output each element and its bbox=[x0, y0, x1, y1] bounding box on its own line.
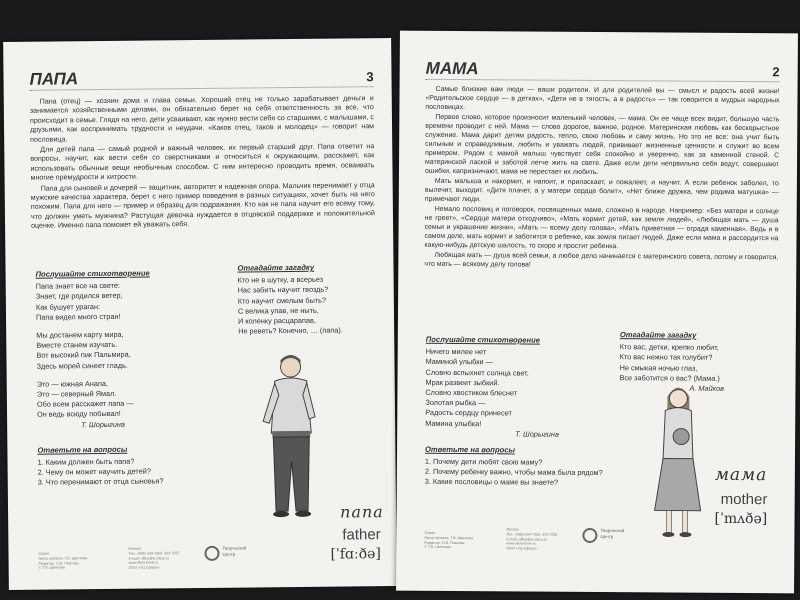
footer-line: Автор проекта: Т.В. Цветкова bbox=[424, 535, 474, 540]
footer-contacts bbox=[128, 546, 179, 571]
riddle-line: Нас забить научит гвоздь? bbox=[237, 285, 329, 296]
mother-figure-icon bbox=[644, 380, 711, 540]
publisher-logo-icon bbox=[204, 546, 219, 561]
word-russian: мама bbox=[714, 464, 768, 486]
footer-line: www.sfera-book.ru bbox=[128, 560, 159, 566]
footer-line: E-mail: office@tc-sfera.ru bbox=[506, 536, 547, 542]
footer-contacts bbox=[506, 527, 557, 551]
poem-line: Ничего милее нет bbox=[425, 347, 487, 357]
footer-line: Редактор: О.В. Павлова bbox=[424, 540, 465, 545]
footer-line: ООО «ТЦ Сфера» bbox=[506, 546, 538, 551]
question: 1. Почему дети любят свою маму? bbox=[424, 456, 543, 467]
footer-line: Автор проекта: Т.В. Цветкова bbox=[38, 555, 88, 561]
publisher-logo-text bbox=[222, 546, 246, 557]
question: 2. Почему ребенку важно, чтобы мама была рядом? bbox=[424, 466, 603, 478]
poem-line: Золотая рыбка — bbox=[425, 398, 486, 408]
page-header bbox=[426, 59, 780, 82]
riddle-block bbox=[237, 263, 342, 338]
riddle-line: И коленку расцарапав, bbox=[238, 315, 316, 326]
paragraph: Немало пословиц и поговорок, посвященных маме, сложено в народе. Например: «Без матери и солнце не греет», «Сердце матери отходчиво», «Мать кормит детей, как земля людей», «Любящая мать — душа семьи и украшение жизни», «Мать — всему делу голова», «Мать приветная — ограда каменная». Ведь и в самом деле, мать кормит и заботится о ребенке, как земля питает людей. Даже если мама и рассердится на какую-нибудь детскую шалость, то скоро и простит ребенка. bbox=[424, 205, 779, 251]
questions-block bbox=[425, 445, 603, 488]
poem-line: Словно вспыхнет солнца свет, bbox=[425, 367, 529, 378]
publisher-logo-icon bbox=[582, 528, 597, 543]
footer-credits bbox=[424, 531, 473, 551]
riddle-line: Кто вас, детки, крепко любит, bbox=[619, 342, 719, 353]
riddle-heading: Отгадайте загадку bbox=[619, 330, 697, 340]
logo-line: Творческий bbox=[600, 528, 625, 534]
question: 3. Что перенимают от отца сыновья? bbox=[37, 476, 164, 487]
paragraph: Самые близкие вам люди — ваши родители. И для родителей вы — смысл и радость всей жизни! «Родительское сердце — в детках», «Дети не в тягость, а в радость» — так говорится в мудрых народных пословицах. bbox=[425, 85, 780, 112]
publisher-logo-text bbox=[600, 528, 624, 539]
poem-line: Вот высокий пик Пальмира, bbox=[36, 350, 131, 361]
footer-line: Тел.: (495) 334-7355, 334-7255 bbox=[506, 532, 558, 537]
questions-block bbox=[37, 444, 163, 487]
poem-line: Это — северный Ямал. bbox=[36, 388, 117, 399]
footer-line: ООО «ТЦ Сфера» bbox=[128, 565, 160, 570]
paragraph: Мать малыша и накормит, и напоит, и приласкает, и пожалеет, и научит. А если ребенок заболел, то вылечит, выходит. «Дитя плачет, а у матери сердце болит», «Нет ближе дружка, чем родима матушка» — примечают люди. bbox=[424, 177, 779, 204]
poem-line: Маминой улыбки — bbox=[425, 357, 493, 367]
paragraph: Любящая мать — душа всей семьи, а любое дело начинается с материнского совета, потому и говорится, что мать — всякому делу голова! bbox=[424, 251, 779, 269]
footer-line: Москва bbox=[506, 527, 519, 532]
poem-line: Словно хвостиком блеснет bbox=[425, 387, 518, 398]
questions-heading: Ответьте на вопросы bbox=[37, 444, 128, 455]
footer-line: © Т.В. Цветкова bbox=[38, 565, 66, 571]
page-number: 2 bbox=[772, 64, 780, 80]
footer-line: Москва bbox=[128, 546, 141, 551]
page-mama bbox=[396, 31, 798, 594]
poem-line: Обо всем расскажет папа — bbox=[36, 398, 134, 409]
paragraph: Папа для сыновей и дочерей — защитник, авторитет и надежная опора. Мальчик перенимает у отца мужские качества характера, берет с него пример поведения в разных ситуациях, хочет быть на него похожим. Папа для него — пример и образец для подражания. Кто как не папа научит его всему тому, что должен уметь мужчина? Растущая девочка нуждается в отцовской поддержке и положительной оценке. Именно папа поможет ей уважать себя. bbox=[30, 180, 375, 231]
page-title: МАМА bbox=[425, 58, 479, 79]
footer-credits bbox=[38, 551, 87, 571]
riddle-line: Кто вас нежно так голубит? bbox=[619, 352, 713, 363]
riddle-line: С велика упав, не ныть, bbox=[237, 305, 319, 316]
footer-line: E-mail: office@tc-sfera.ru bbox=[128, 555, 170, 561]
poem-line: Вместе станем изучать. bbox=[36, 340, 118, 350]
transcription: [ˈmʌðə] bbox=[714, 510, 768, 528]
father-figure-icon bbox=[254, 351, 326, 522]
article-text bbox=[30, 94, 375, 232]
questions-heading: Ответьте на вопросы bbox=[425, 444, 515, 455]
footer-line: Тел.: (495) 334-7355, 334-7255 bbox=[128, 551, 180, 556]
page-number: 3 bbox=[366, 69, 374, 85]
poem-line: Радость сердцу принесет bbox=[425, 408, 512, 418]
poem-line: Это — южная Анапа, bbox=[36, 378, 109, 389]
logo-line: Центр bbox=[222, 551, 236, 557]
riddle-line: Не реветь? Конечно, … (папа). bbox=[238, 325, 343, 336]
riddle-author: А. Майков bbox=[689, 383, 725, 393]
poem-line: Мрак развеет зыбкий. bbox=[425, 377, 500, 388]
poem-line: Папа знает все на свете: bbox=[35, 281, 120, 291]
page-papa bbox=[3, 38, 397, 590]
riddle-heading: Отгадайте загадку bbox=[237, 262, 315, 273]
poem-line: Папа видел много стран! bbox=[35, 311, 121, 322]
poem-author: Т. Шорыгина bbox=[81, 419, 125, 429]
paragraph: Папа (отец) — хозяин дома и глава семьи. Хороший отец не только зарабатывает деньги и занимается хозяйственными делами, он обязательно берет на себя ответственность за все, что происходит в семье. Глядя на него, дети усваивают, как нужно вести себя со старшими, с малышами, с друзьями, как воспринимать трудности и неудачи. «Каков отец, таков и молодец» — говорит нам пословица. bbox=[29, 94, 375, 144]
poem-heading: Послушайте стихотворение bbox=[425, 334, 540, 345]
poem-line: Мамина улыбка! bbox=[425, 418, 482, 428]
logo-line: Творческий bbox=[222, 545, 247, 551]
paragraph: Для детей папа — самый родной и важный человек, их первый старший друг. Папа ответит на вопросы, научит, как вести себя со сверстниками и относиться к окружающим, расскажет, как использовать обычные вещи необычным способом. С ним интересно проводить время, осваивать многие премудрости и хитрости. bbox=[30, 142, 375, 183]
question: 3. Какие пословицы о маме вы знаете? bbox=[424, 476, 559, 487]
riddle-line: Кто научит смелым быть? bbox=[237, 295, 327, 306]
poem-line: Он ведь всюду побывал! bbox=[36, 409, 121, 420]
paragraph: Первое слово, которое произносит маленький человек, — мама. Он ее чаще всех видит, большую часть времени проводит с ней. Мама — слово дорогое, важное, родное. Материнская любовь как бескорыстное служение. Мама дарит детям радость, тепло, свою любовь и саму жизнь. Но это не все: она учит быть сильным и справедливым, любить и уважать людей, прививает жизненные ценности и служит во всем примером. Рядом с мамой малыш чувствует себя спокойно и уверенно, как за каменной стеной. С материнской лаской и заботой легче жить на свете. Даже если дети непрвильно себя ведут, совершают ошибки, капризничают, мама не перестает их любить. bbox=[424, 113, 780, 177]
footer-line: Серия bbox=[38, 551, 50, 556]
logo-line: Центр bbox=[600, 533, 614, 539]
page-title: ПАПА bbox=[29, 69, 79, 89]
poem-block bbox=[36, 269, 152, 431]
poem-line: Мы достанем карту мира, bbox=[36, 329, 124, 340]
page-header bbox=[29, 66, 373, 91]
footer-line: Серия bbox=[424, 530, 436, 535]
poem-heading: Послушайте стихотворение bbox=[35, 268, 150, 279]
poem-line: Знает, где родился ветер, bbox=[35, 291, 123, 302]
question: 2. Чему он может научить детей? bbox=[37, 466, 151, 477]
poem-author: Т. Шорыгина bbox=[515, 429, 559, 439]
word-english: father bbox=[342, 526, 381, 544]
riddle-line: Все заботится о вас? (Мама.) bbox=[619, 372, 720, 383]
poem-line: Здесь морей синеет гладь. bbox=[36, 360, 128, 371]
footer-line: © Т.В. Цветкова bbox=[424, 545, 451, 550]
transcription: [ˈfɑːðə] bbox=[330, 546, 381, 563]
riddle-line: Кто не в шутку, а всерьез bbox=[237, 274, 324, 285]
poem-block bbox=[425, 335, 560, 440]
word-russian: папа bbox=[339, 502, 384, 522]
word-english: mother bbox=[720, 490, 768, 509]
footer-line: Редактор: О.В. Павлова bbox=[38, 560, 79, 566]
footer-line: www.sfera-book.ru bbox=[506, 541, 537, 546]
article-text bbox=[424, 85, 779, 272]
poem-line: Как бушует ураган: bbox=[35, 301, 101, 312]
question: 1. Каким должен быть папа? bbox=[37, 456, 135, 467]
riddle-line: Не смыкая ночью глаз, bbox=[619, 362, 698, 373]
